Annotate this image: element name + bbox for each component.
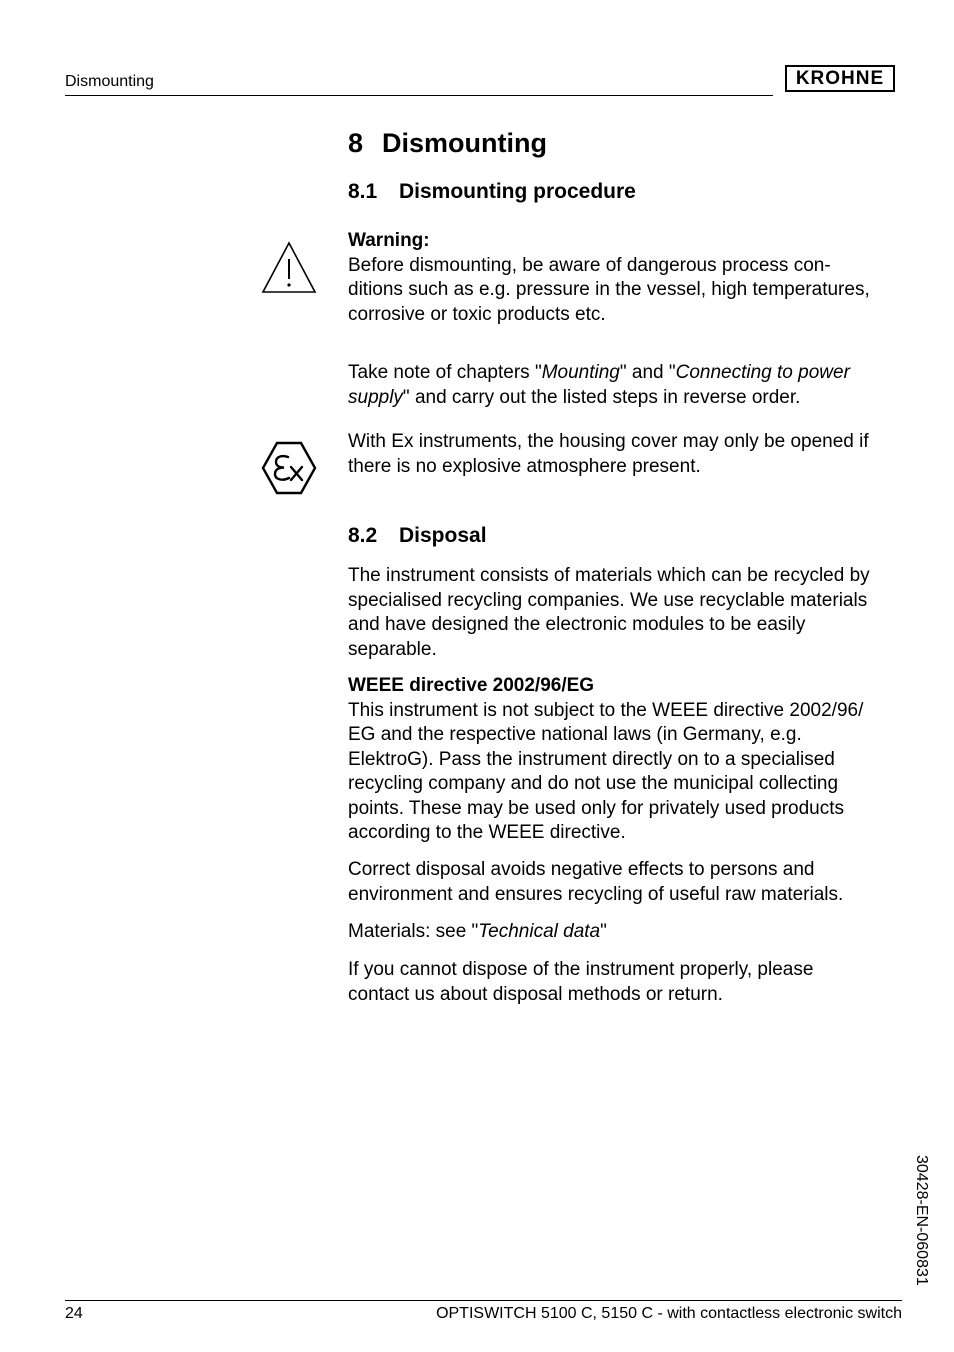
- warning-line: ditions such as e.g. pressure in the vessel, high temperatures,: [348, 279, 870, 300]
- section-title: Dismounting: [382, 128, 547, 158]
- document-code: 30428-EN-060831: [913, 1155, 930, 1286]
- note-paragraph: Take note of chapters "Mounting" and "Connecting to power supply" and carry out the listed steps in reverse order.: [348, 362, 850, 408]
- footer-rule: [65, 1300, 902, 1301]
- disposal-effects-paragraph: Correct disposal avoids negative effects to persons and environment and ensures recycling of useful raw materials.: [348, 859, 844, 905]
- disposal-paragraph: The instrument consists of materials which can be recycled by specialised recycling companies. We use recyclable materials and have designed the electronic modules to be easily separable.: [348, 565, 870, 660]
- running-header: Dismounting: [65, 73, 154, 90]
- subsection-heading-disposal: 8.2 Disposal: [348, 524, 487, 547]
- chapter-ref-mounting: Mounting: [541, 362, 620, 383]
- warning-triangle-icon: [261, 240, 317, 296]
- footer-product-title: OPTISWITCH 5100 C, 5150 C - with contactless electronic switch: [436, 1305, 902, 1322]
- warning-line: corrosive or toxic products etc.: [348, 303, 606, 325]
- subsection-heading-dismounting-procedure: 8.1 Dismounting procedure: [348, 180, 636, 203]
- ex-note: With Ex instruments, the housing cover may only be opened if there is no explosive atmosphere present.: [348, 431, 869, 477]
- warning-label: Warning:: [348, 230, 430, 251]
- ex-protection-icon: [261, 440, 317, 496]
- krohne-logo: KROHNE: [785, 65, 895, 92]
- chapter-ref-connecting-cont: supply: [348, 386, 403, 408]
- section-number: 8: [348, 128, 364, 158]
- contact-paragraph: If you cannot dispose of the instrument properly, please contact us about disposal methods or return.: [348, 959, 814, 1005]
- weee-heading: WEEE directive 2002/96/EG: [348, 675, 595, 696]
- chapter-ref-connecting: Connecting to power: [675, 362, 850, 383]
- page-title: [348, 128, 908, 159]
- header-rule: [65, 95, 773, 96]
- warning-line: Before dismounting, be aware of dangerous process con-: [348, 254, 831, 276]
- warning-block: [348, 229, 908, 327]
- chapter-ref-technical-data: Technical data: [478, 921, 601, 942]
- page-number: 24: [65, 1305, 83, 1322]
- weee-block: WEEE directive 2002/96/EG This instrument is not subject to the WEEE directive 2002/96/ EG and the respective national laws (in Germany, e.g. ElektroG). Pass the instrument directly on to a specialised recycling company and do not use the municipal collecting points. These may be used only for privately used products according to the WEEE directive.: [348, 674, 908, 846]
- materials-paragraph: Materials: see "Technical data": [348, 921, 607, 942]
